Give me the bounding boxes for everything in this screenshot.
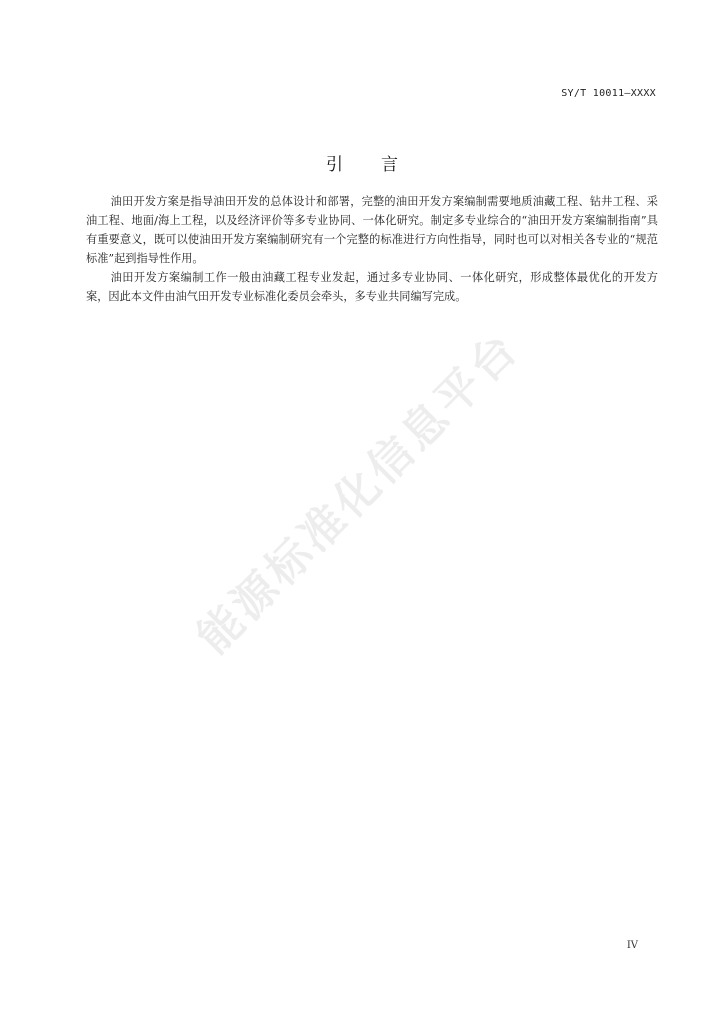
watermark: 能源标准化信息平台	[187, 322, 530, 664]
page-number: IV	[626, 940, 638, 951]
page-title: 引言	[326, 155, 436, 175]
paragraph: 油田开发方案是指导油田开发的总体设计和部署，完整的油田开发方案编制需要地质油藏工程、钻井工程、采油工程、地面/海上工程，以及经济评价等多专业协同、一体化研究。制定多专业综合的“油田开发方案编制指南”具有重要意义，既可以使油田开发方案编制研究有一个完整的标准进行方向性指导，同时也可以对相关各专业的“规范标准”起到指导性作用。	[86, 195, 658, 265]
body-text	[86, 192, 658, 306]
standard-code: SY/T 10011—XXXX	[561, 88, 656, 99]
paragraph: 油田开发方案编制工作一般由油藏工程专业发起，通过多专业协同、一体化研究，形成整体最优化的开发方案，因此本文件由油气田开发专业标准化委员会牵头，多专业共同编写完成。	[86, 271, 658, 303]
